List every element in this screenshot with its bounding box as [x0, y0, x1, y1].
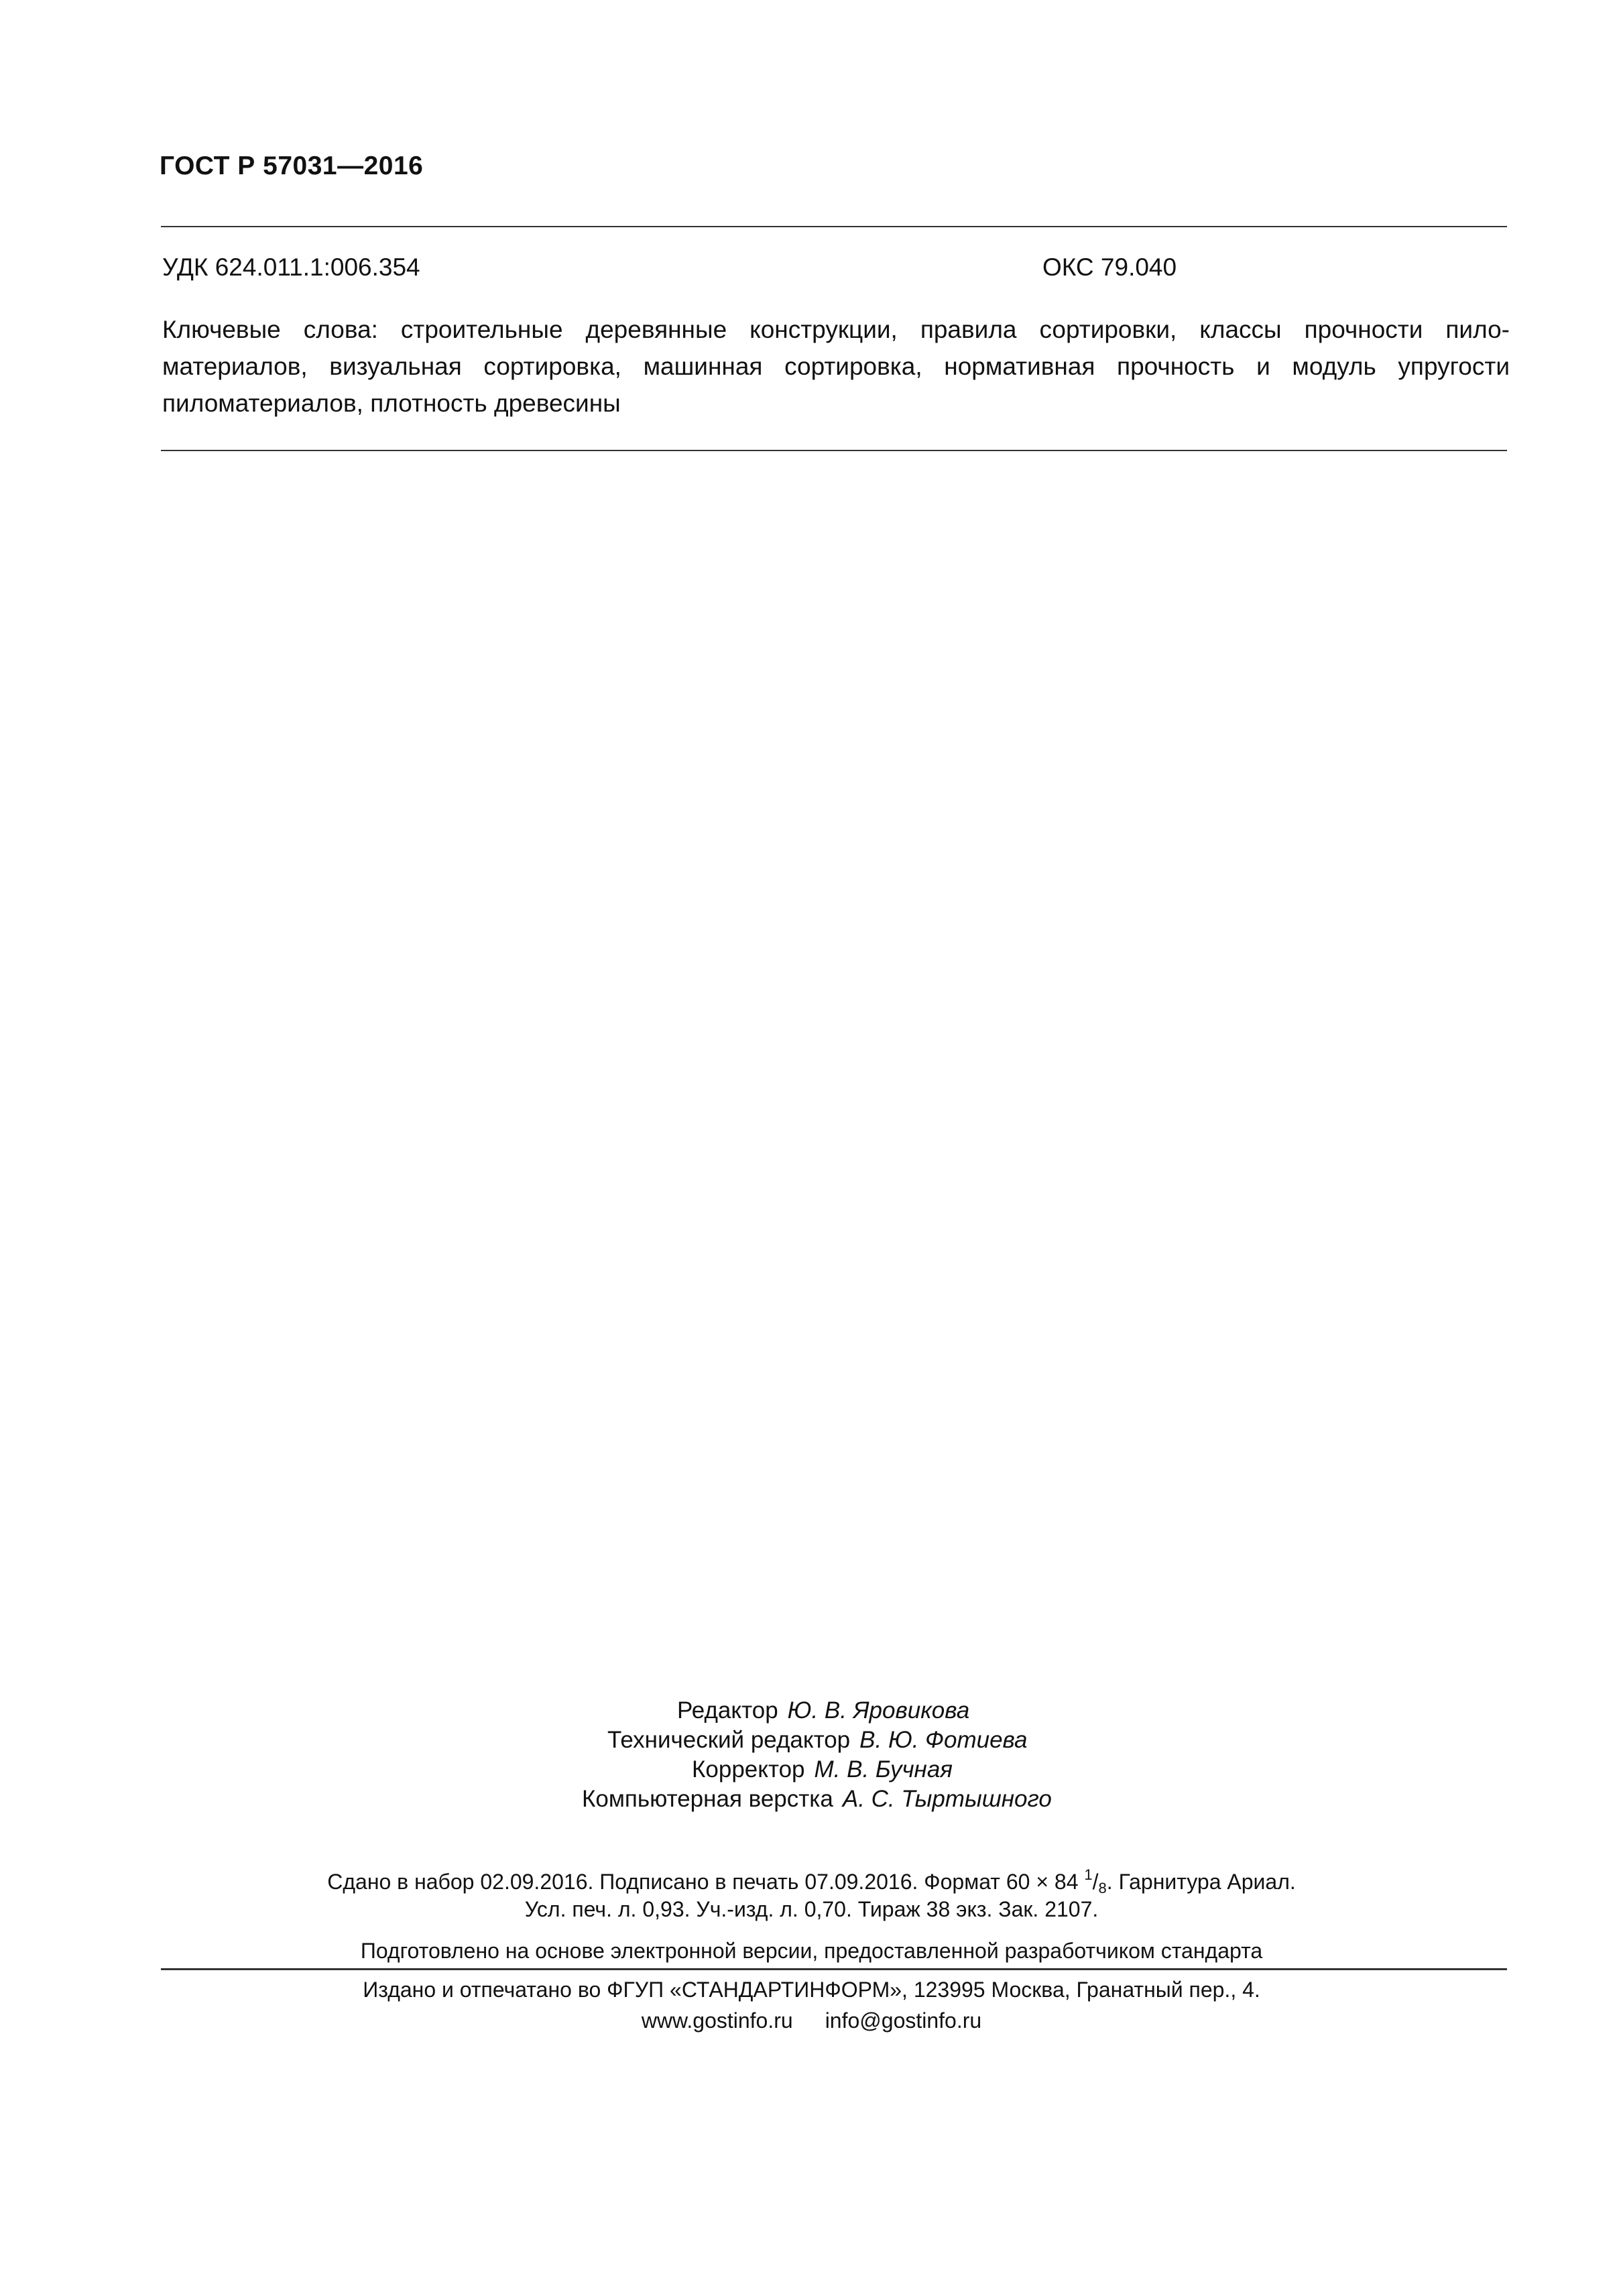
credit-role: Корректор — [692, 1756, 805, 1783]
udk-code: УДК 624.011.1:006.354 — [162, 253, 420, 281]
fraction-numerator: 1 — [1084, 1866, 1093, 1883]
keywords-paragraph — [162, 311, 1510, 422]
imprint-line-dates — [0, 1866, 1623, 1897]
oks-code: ОКС 79.040 — [1042, 253, 1177, 281]
credit-person: Ю. В. Яровикова — [787, 1697, 970, 1724]
format-fraction: $^1/_8$ — [1084, 1866, 1107, 1896]
imprint-line-volume: Усл. печ. л. 0,93. Уч.-изд. л. 0,70. Тираж 38 экз. Зак. 2107. — [524, 1897, 1099, 1921]
imprint-line-source: Подготовлено на основе электронной версии, предоставленной разработчиком стандарта — [360, 1939, 1263, 1963]
credit-person: А. С. Тыртышного — [842, 1786, 1052, 1812]
imprint-line-contacts — [0, 2008, 1623, 2033]
imprint-line-publisher: Издано и отпечатано во ФГУП «СТАНДАРТИНФОРМ», 123995 Москва, Гранатный пер., 4. — [363, 1978, 1260, 2002]
fraction-denominator: 8 — [1098, 1880, 1107, 1896]
credit-corrector — [692, 1756, 953, 1783]
imprint-text: Сдано в набор 02.09.2016. Подписано в печать 07.09.2016. Формат 60 × 84 — [327, 1870, 1079, 1894]
credit-editor — [677, 1697, 969, 1724]
keywords-line: материалов, визуальная сортировка, машинная сортировка, нормативная прочность и модуль упругости — [162, 353, 1510, 380]
footer-divider — [161, 1968, 1507, 1970]
keywords-line: Ключевые слова: строительные деревянные конструкции, правила сортировки, классы прочности пило- — [162, 316, 1510, 343]
keywords-line: пиломатериалов, плотность древесины — [162, 389, 621, 417]
credit-tech-editor — [607, 1727, 1028, 1754]
middle-divider — [161, 450, 1507, 451]
credit-person: М. В. Бучная — [814, 1756, 953, 1783]
document-number: ГОСТ Р 57031—2016 — [160, 152, 424, 180]
credit-role: Технический редактор — [607, 1727, 851, 1753]
email-link[interactable]: info@gostinfo.ru — [825, 2008, 982, 2033]
credit-layout — [582, 1786, 1052, 1813]
credit-role: Редактор — [677, 1697, 778, 1724]
credit-role: Компьютерная верстка — [582, 1786, 833, 1812]
top-divider — [161, 226, 1507, 227]
imprint-text: . Гарнитура Ариал. — [1106, 1870, 1296, 1894]
website-link[interactable]: www.gostinfo.ru — [641, 2008, 793, 2033]
credit-person: В. Ю. Фотиева — [859, 1727, 1028, 1753]
